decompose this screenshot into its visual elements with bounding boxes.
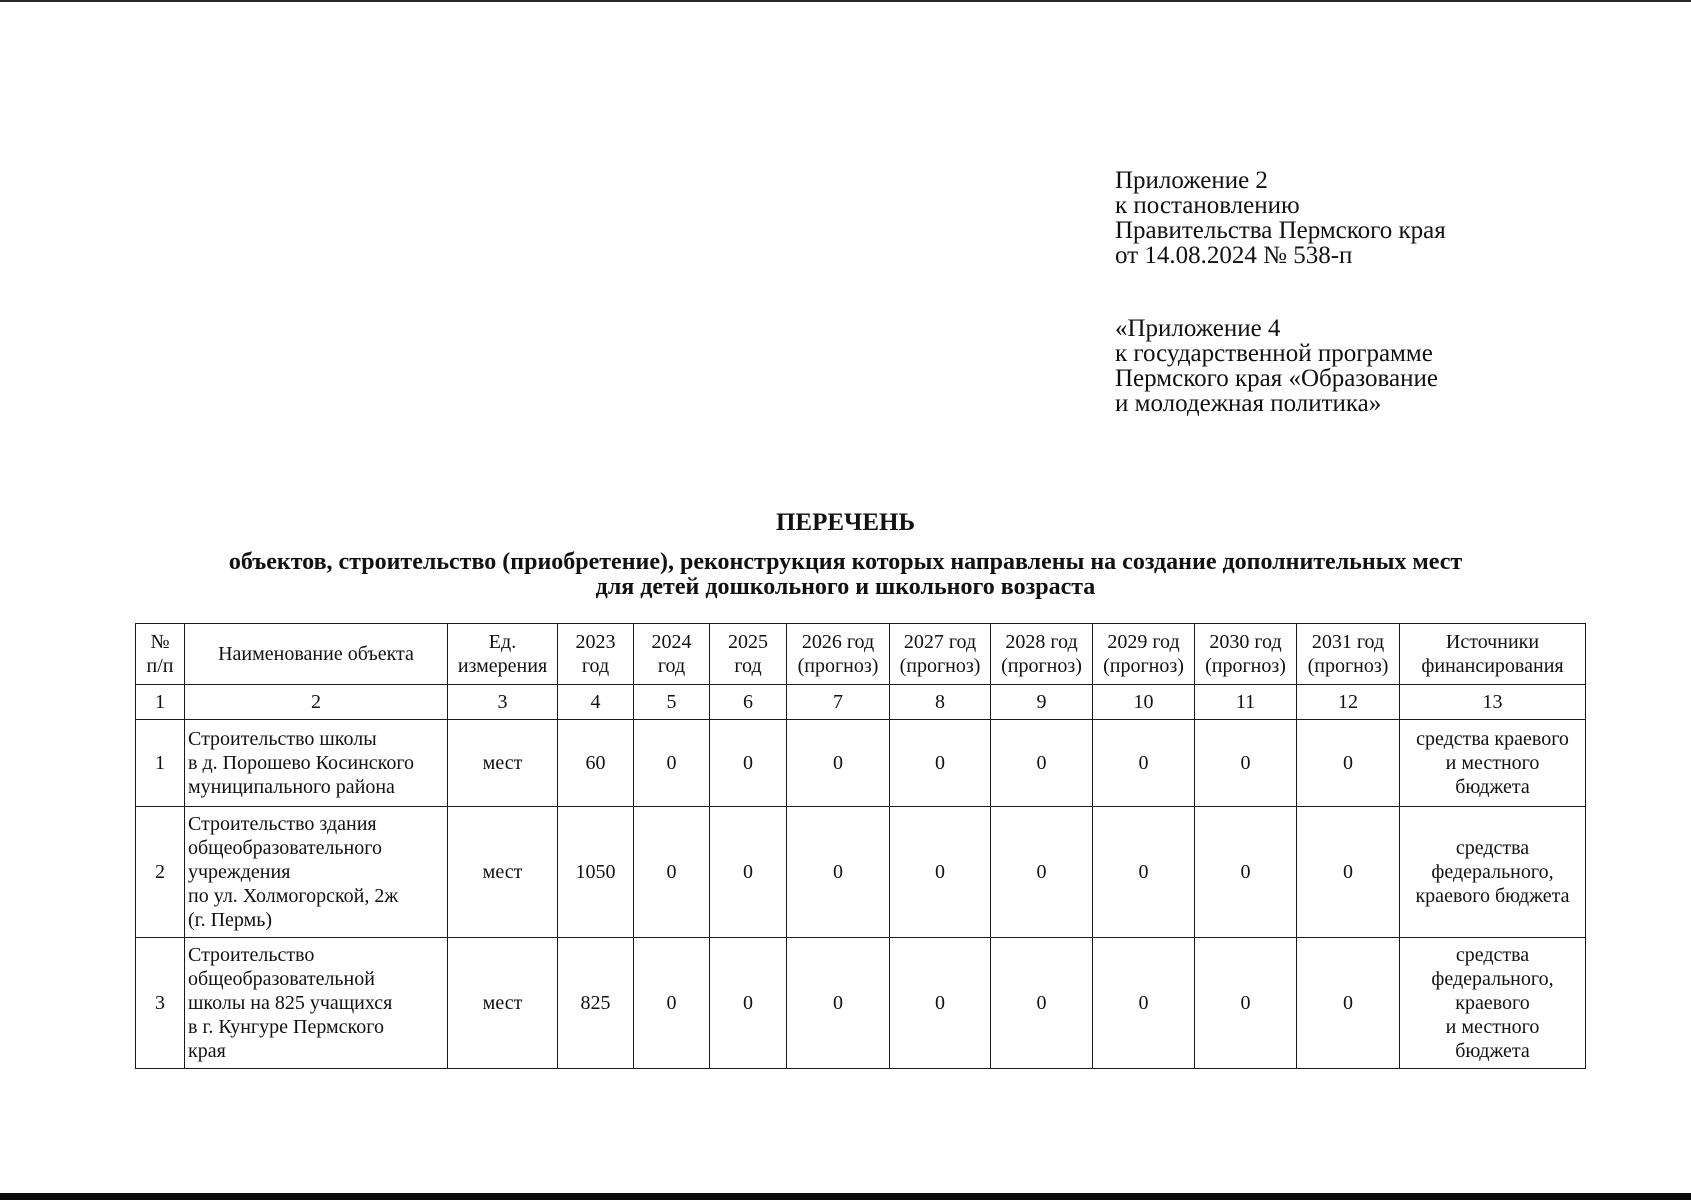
- column-number: 3: [448, 685, 558, 720]
- subtitle-line: объектов, строительство (приобретение), реконструкция которых направлены на создание дополнительных мест: [228, 549, 1463, 575]
- scan-bottom-edge: [0, 1193, 1691, 1200]
- header-row: [136, 624, 1586, 685]
- column-number: 2: [185, 685, 448, 720]
- value-cell: 0: [787, 720, 890, 807]
- value-cell: 0: [890, 807, 991, 938]
- value-cell: 0: [890, 720, 991, 807]
- objects-table: [135, 623, 1586, 1069]
- value-cell: 0: [1195, 938, 1297, 1069]
- value-cell: 0: [787, 807, 890, 938]
- value-cell: 0: [1195, 720, 1297, 807]
- object-name: Строительство здания общеобразовательного учреждения по ул. Холмогорской, 2ж (г. Пермь): [185, 807, 448, 938]
- value-cell: 0: [1297, 807, 1400, 938]
- column-number: 12: [1297, 685, 1400, 720]
- column-number: 10: [1093, 685, 1195, 720]
- funding-source: средства краевого и местного бюджета: [1400, 720, 1586, 807]
- value-cell: 0: [710, 938, 787, 1069]
- value-cell: 0: [634, 807, 710, 938]
- value-cell: 0: [710, 807, 787, 938]
- header-unit: Ед. измерения: [448, 624, 558, 685]
- column-number: 11: [1195, 685, 1297, 720]
- value-cell: 0: [1093, 807, 1195, 938]
- header-year-2027: 2027 год (прогноз): [890, 624, 991, 685]
- table-row: [136, 938, 1586, 1069]
- value-cell: 0: [1093, 720, 1195, 807]
- funding-source: средства федерального, краевого бюджета: [1400, 807, 1586, 938]
- value-cell: 0: [1195, 807, 1297, 938]
- unit-cell: мест: [448, 807, 558, 938]
- appendix-line: к постановлению: [1115, 192, 1300, 219]
- value-cell: 0: [991, 720, 1093, 807]
- program-reference: [1115, 316, 1635, 416]
- value-cell: 0: [991, 807, 1093, 938]
- appendix-line: от 14.08.2024 № 538-п: [1115, 242, 1353, 269]
- row-number: 3: [136, 938, 185, 1069]
- value-cell: 0: [787, 938, 890, 1069]
- object-name: Строительство общеобразовательной школы на 825 учащихся в г. Кунгуре Пермского края: [185, 938, 448, 1069]
- row-number: 1: [136, 720, 185, 807]
- value-cell: 1050: [558, 807, 634, 938]
- column-number: 1: [136, 685, 185, 720]
- value-cell: 825: [558, 938, 634, 1069]
- column-number-row: [136, 685, 1586, 720]
- program-line: к государственной программе: [1115, 340, 1433, 367]
- header-year-2026: 2026 год (прогноз): [787, 624, 890, 685]
- value-cell: 0: [1297, 938, 1400, 1069]
- funding-source: средства федерального, краевого и местного бюджета: [1400, 938, 1586, 1069]
- header-year-2030: 2030 год (прогноз): [1195, 624, 1297, 685]
- document-subtitle: [120, 550, 1571, 600]
- document-title: ПЕРЕЧЕНЬ: [775, 509, 916, 536]
- header-number: № п/п: [136, 624, 185, 685]
- appendix-line: Приложение 2: [1115, 167, 1268, 194]
- object-name: Строительство школы в д. Порошево Косинского муниципального района: [185, 720, 448, 807]
- header-funding-sources: Источники финансирования: [1400, 624, 1586, 685]
- program-line: Пермского края «Образование: [1115, 365, 1438, 392]
- value-cell: 0: [1297, 720, 1400, 807]
- row-number: 2: [136, 807, 185, 938]
- column-number: 7: [787, 685, 890, 720]
- column-number: 9: [991, 685, 1093, 720]
- value-cell: 0: [1093, 938, 1195, 1069]
- table-row: [136, 807, 1586, 938]
- unit-cell: мест: [448, 938, 558, 1069]
- appendix-line: Правительства Пермского края: [1115, 217, 1446, 244]
- program-line: и молодежная политика»: [1115, 390, 1382, 417]
- value-cell: 60: [558, 720, 634, 807]
- value-cell: 0: [710, 720, 787, 807]
- table-row: [136, 720, 1586, 807]
- value-cell: 0: [634, 938, 710, 1069]
- value-cell: 0: [634, 720, 710, 807]
- header-object-name: Наименование объекта: [185, 624, 448, 685]
- scan-top-edge: [0, 0, 1691, 2]
- approval-stamp: [1115, 168, 1635, 416]
- unit-cell: мест: [448, 720, 558, 807]
- value-cell: 0: [991, 938, 1093, 1069]
- appendix-reference: [1115, 168, 1635, 268]
- column-number: 8: [890, 685, 991, 720]
- column-number: 4: [558, 685, 634, 720]
- header-year-2024: 2024 год: [634, 624, 710, 685]
- header-year-2025: 2025 год: [710, 624, 787, 685]
- column-number: 6: [710, 685, 787, 720]
- header-year-2023: 2023 год: [558, 624, 634, 685]
- column-number: 5: [634, 685, 710, 720]
- header-year-2029: 2029 год (прогноз): [1093, 624, 1195, 685]
- value-cell: 0: [890, 938, 991, 1069]
- subtitle-line: для детей дошкольного и школьного возраста: [595, 574, 1096, 600]
- header-year-2031: 2031 год (прогноз): [1297, 624, 1400, 685]
- program-line: «Приложение 4: [1115, 315, 1281, 342]
- column-number: 13: [1400, 685, 1586, 720]
- header-year-2028: 2028 год (прогноз): [991, 624, 1093, 685]
